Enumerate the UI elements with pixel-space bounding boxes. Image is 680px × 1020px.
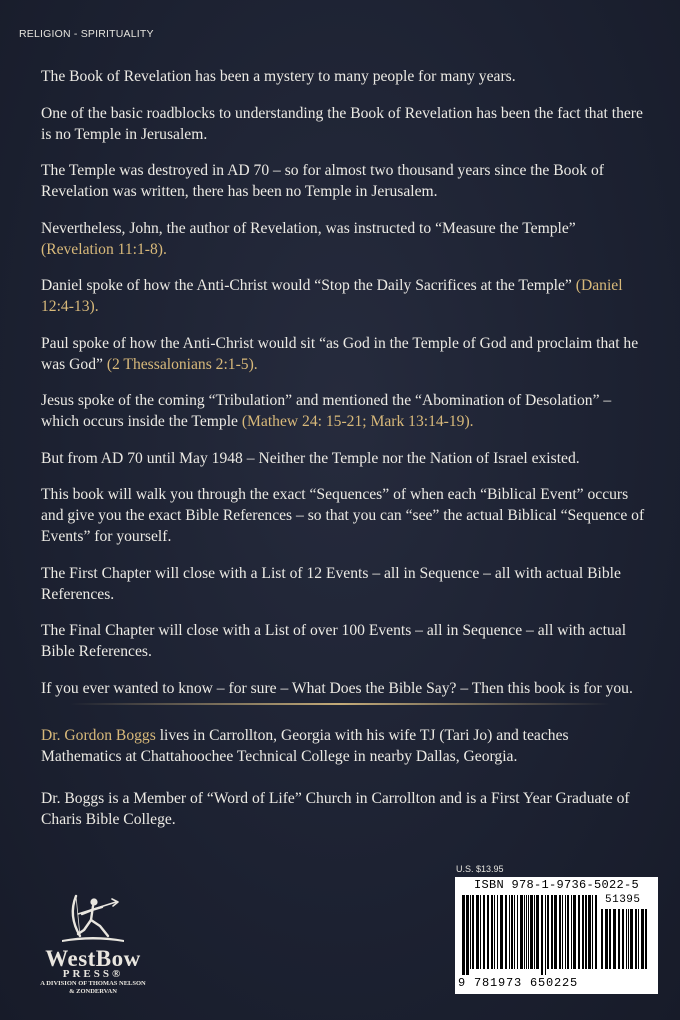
barcode-bar xyxy=(530,895,533,969)
barcode-bar xyxy=(511,895,513,969)
barcode-bar xyxy=(528,895,529,969)
barcode-bar xyxy=(588,895,591,969)
barcode-bar xyxy=(601,909,603,969)
publisher-press: PRESS® xyxy=(62,968,124,980)
barcode-bar xyxy=(514,895,515,969)
barcode-bar xyxy=(630,909,633,969)
blurb-text: Paul spoke of how the Anti-Christ would sit “as God in the Temple of God and proclaim that he was God” xyxy=(41,334,639,373)
barcode-bar xyxy=(536,895,539,969)
blurb-paragraph xyxy=(41,160,651,202)
barcode-bar xyxy=(635,909,637,969)
barcode-bar xyxy=(462,895,465,975)
blurb-text: Nevertheless, John, the author of Revelation, was instructed to “Measure the Temple” xyxy=(41,219,576,237)
barcode-bar xyxy=(605,909,608,969)
price-addon-digits: 51395 xyxy=(605,894,641,906)
blurb-paragraph xyxy=(41,333,651,375)
publisher-name: WestBow xyxy=(45,946,141,971)
bio-paragraph xyxy=(41,725,651,767)
barcode-bar xyxy=(491,895,493,969)
barcode-bar xyxy=(526,895,527,969)
blurb-paragraph xyxy=(41,563,651,605)
blurb-paragraph xyxy=(41,484,651,547)
barcode-bar xyxy=(534,895,535,969)
barcode-bar xyxy=(517,895,518,969)
barcode-bar xyxy=(578,895,580,969)
barcode-bar xyxy=(592,895,593,969)
barcode-bar xyxy=(641,909,644,969)
blurb-text: The Book of Revelation has been a mystery to many people for many years. xyxy=(41,68,516,85)
blurb-paragraph xyxy=(41,448,651,469)
scripture-reference: (Revelation 11:1-8). xyxy=(41,240,167,258)
scripture-reference: (2 Thessalonians 2:1-5). xyxy=(106,355,258,373)
barcode-bar xyxy=(554,895,557,969)
blurb-text: Daniel spoke of how the Anti-Christ would “Stop the Daily Sacrifices at the Temple” xyxy=(41,277,576,294)
barcode-bar xyxy=(573,895,576,969)
barcode-bar xyxy=(545,895,546,975)
blurb-text: One of the basic roadblocks to understanding the Book of Revelation has been the fact that there is no Temple in Jerusalem. xyxy=(41,104,643,143)
blurb-paragraph xyxy=(41,66,651,87)
barcode-bar xyxy=(487,895,489,969)
blurb-text: But from AD 70 until May 1948 – Neither the Temple nor the Nation of Israel existed. xyxy=(41,449,580,467)
barcode-bar xyxy=(645,909,647,969)
blurb-text: The Final Chapter will close with a List of over 100 Events – all in Sequence – all with actual Bible References. xyxy=(41,622,627,660)
barcode-bar xyxy=(483,895,485,969)
barcode-bar xyxy=(595,895,597,969)
blurb-text: If you ever wanted to know – for sure – What Does the Bible Say? – Then this book is for you. xyxy=(41,679,633,697)
blurb-text: The First Chapter will close with a List of 12 Events – all in Sequence – all with actual Bible References. xyxy=(41,564,621,603)
barcode-bar xyxy=(618,909,620,969)
division-line: A DIVISION OF THOMAS NELSON xyxy=(40,980,146,987)
barcode-bar xyxy=(494,895,495,969)
barcode-bar xyxy=(547,895,549,969)
blurb-text: The Temple was destroyed in AD 70 – so for almost two thousand years since the Book of Revelation was written, there has been no Temple in Jerusalem. xyxy=(41,162,604,200)
archer-icon xyxy=(58,890,128,948)
barcode-bar xyxy=(541,895,543,975)
ean-digits: 9 781973 650225 xyxy=(458,976,579,990)
gold-divider xyxy=(70,703,610,705)
division-line: & ZONDERVAN xyxy=(69,988,117,995)
price-label: U.S. $13.95 xyxy=(456,864,504,874)
barcode-bar xyxy=(638,909,639,969)
barcode-bar xyxy=(470,895,471,969)
isbn-text: ISBN 978-1-9736-5022-5 xyxy=(473,878,640,892)
back-cover-blurb xyxy=(41,66,651,714)
barcode-bar xyxy=(628,909,629,969)
barcode-bar xyxy=(559,895,561,969)
blurb-paragraph xyxy=(41,678,651,699)
barcode-bar xyxy=(571,895,572,969)
author-name: Dr. Gordon Boggs xyxy=(41,727,156,744)
barcode-bar xyxy=(472,895,474,969)
scripture-reference: (Daniel 12:4-13). xyxy=(41,277,623,315)
blurb-paragraph xyxy=(41,620,651,662)
barcode-bar xyxy=(466,895,469,975)
barcode-bar xyxy=(520,895,523,969)
addon-barcode-bars xyxy=(601,909,653,975)
barcode-bar xyxy=(497,895,498,969)
ean-barcode-bars xyxy=(462,895,598,975)
barcode-bar xyxy=(585,895,587,969)
barcode-bar xyxy=(524,895,525,969)
barcode-bar xyxy=(476,895,479,969)
barcode-bar xyxy=(500,895,503,969)
barcode-bar xyxy=(509,895,510,969)
blurb-paragraph xyxy=(41,218,651,260)
blurb-text: Jesus spoke of the coming “Tribulation” and mentioned the “Abomination of Desolation” – which occurs inside the Temple xyxy=(41,392,612,430)
scripture-reference: (Mathew 24: 15-21; Mark 13:14-19). xyxy=(241,413,474,430)
barcode-bar xyxy=(567,895,569,969)
isbn-barcode xyxy=(455,877,658,994)
barcode-bar xyxy=(609,909,611,969)
barcode-bar xyxy=(582,895,584,969)
category-label: RELIGION - SPIRITUALITY xyxy=(19,28,154,40)
barcode-bar xyxy=(480,895,481,969)
barcode-bar xyxy=(565,895,566,969)
blurb-paragraph xyxy=(41,275,651,317)
barcode-bar xyxy=(505,895,507,969)
barcode-bar xyxy=(562,895,563,969)
publisher-logo xyxy=(20,890,166,996)
blurb-text: This book will walk you through the exact “Sequences” of when each “Biblical Event” occurs and give you the exact Bible References – so that you can “see” the actual Biblical “Sequence of Events” for yourself. xyxy=(41,486,645,545)
bio-paragraph: Dr. Boggs is a Member of “Word of Life” Church in Carrollton and is a First Year Graduate of Charis Bible College. xyxy=(41,790,630,828)
publisher-division xyxy=(20,980,166,996)
barcode-bar xyxy=(622,909,624,969)
author-bio xyxy=(41,725,651,851)
blurb-paragraph xyxy=(41,390,651,432)
barcode-bar xyxy=(551,895,553,969)
blurb-paragraph xyxy=(41,103,651,145)
barcode-bar xyxy=(613,909,616,969)
bio-text: lives in Carrollton, Georgia with his wife TJ (Tari Jo) and teaches Mathematics at Chattahoochee Technical College in nearby Dallas, Georgia. xyxy=(41,727,569,765)
barcode-bar xyxy=(626,909,627,969)
